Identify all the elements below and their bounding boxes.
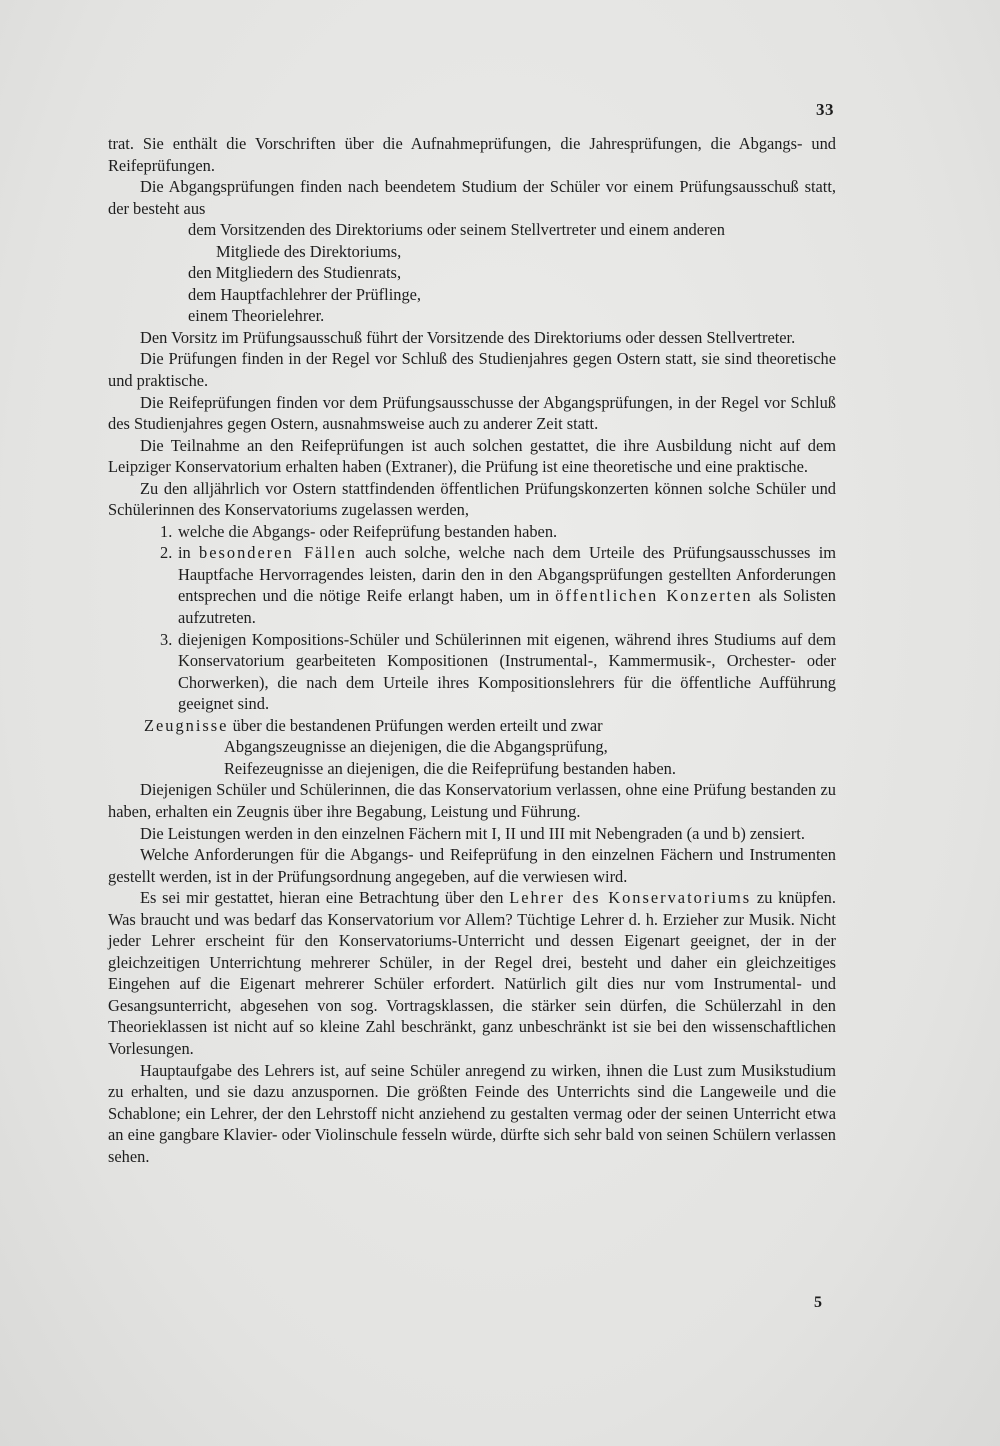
committee-item-4: einem Theorielehrer. — [188, 306, 325, 326]
paragraph-12: Hauptaufgabe des Lehrers ist, auf seine Schüler anregend zu wirken, ihnen die Lust zum Musikstudium zu erhalten, und sie dazu anzuspornen. Die größten Feinde des Unterrichts sind die Langeweile und die Schablone; ein Lehrer, der den Lehrstoff nicht anziehend zu gestalten vermag oder der seinen Unterricht etwa an eine gangbare Klavier- oder Violinschule fesseln würde, dürfte sich sehr bald von seinen Schülern verlassen sehen. — [108, 1060, 836, 1166]
paragraph-5: Die Reifeprüfungen finden vor dem Prüfungsausschusse der Abgangsprüfungen, in der Regel vor Schluß des Studienjahres gegen Ostern, ausnahmsweise auch zu anderer Zeit statt. — [108, 392, 836, 434]
committee-item-1: dem Vorsitzenden des Direktoriums oder seinem Stellvertreter und einem anderen — [188, 220, 725, 240]
paragraph-4: Die Prüfungen finden in der Regel vor Schluß des Studienjahres gegen Ostern statt, sie sind theoretische und praktische. — [108, 349, 836, 391]
paragraph-11 — [108, 887, 836, 1059]
committee-item-3: dem Hauptfachlehrer der Prüflinge, — [188, 284, 422, 304]
paragraph-6: Die Teilnahme an den Reifeprüfungen ist auch solchen gestattet, die ihre Ausbildung nicht auf dem Leipziger Konservatorium erhalten haben (Extraner), die Prüfung ist eine theoretische und eine praktische. — [108, 435, 836, 477]
committee-item-1-cont: Mitgliede des Direktoriums, — [216, 241, 402, 261]
list-item — [160, 521, 836, 543]
list-item-text-main: auch solche, welche nach dem Urteile des Prüfungsausschusses im Hauptfache Hervorragendes leisten, darin den in den Abgangsprüfungen gestellten Anforderungen entsprechen und die nötige Reife erlangt haben, um in — [178, 543, 836, 606]
paragraph-10: Welche Anforderungen für die Abgangs- und Reifeprüfung in den einzelnen Fächern und Instrumenten gestellt werden, ist in der Prüfungsordnung angegeben, auf die verwiesen wird. — [108, 845, 836, 886]
concert-admission-list — [108, 521, 836, 715]
paragraph-8: Diejenigen Schüler und Schülerinnen, die das Konservatorium verlassen, ohne eine Prüfung bestanden zu haben, erhalten ein Zeugnis über ihre Begabung, Leistung und Führung. — [108, 780, 836, 821]
certificates-intro-text: über die bestandenen Prüfungen werden erteilt und zwar — [228, 715, 603, 735]
page-number: 33 — [816, 100, 834, 119]
paragraph-11-pre: Es sei mir gestattet, hieran eine Betrachtung über den — [140, 888, 510, 908]
list-item — [160, 629, 836, 715]
list-item-text-pre: in — [178, 543, 200, 563]
paragraph-11-spaced-emphasis: Lehrer des Konservatoriums — [509, 888, 752, 908]
list-item-text-main: diejenigen Kompositions-Schüler und Schülerinnen mit eigenen, während ihres Studiums auf dem Konservatorium gearbeiteten Kompositionen (Instrumental-, Kammermusik-, Orchester- oder Chorwerken), die nach dem Urteile ihres Kompositionslehrers für die öffentliche Aufführung geeignet sind. — [178, 629, 836, 714]
paragraph-1: trat. Sie enthält die Vorschriften über die Aufnahmeprüfungen, die Jahresprüfungen, die Abgangs- und Reifeprüfungen. — [108, 134, 836, 175]
paragraph-3: Den Vorsitz im Prüfungsausschuß führt der Vorsitzende des Direktoriums oder dessen Stellvertreter. — [140, 327, 796, 347]
paragraph-11-post: zu knüpfen. Was braucht und was bedarf das Konservatorium vor Allem? Tüchtige Lehrer d. h. Erzieher zur Musik. Nicht jeder Lehrer erscheint für den Konservatoriums-Unterricht und dessen Eigenart geeignet, der in der gleichzeitigen Unterrichtung mehrerer Schüler, in der Regel drei, besteht und daher ein gleichzeitiges Eingehen auf die Eigenart mehrerer Schüler erfordert. Natürlich gilt dies nur vom Instrumental- und Gesangsunterricht, abgesehen von sog. Vortragsklassen, die stärker sein dürfen, die Schülerzahl in den Theorieklassen ist nicht auf so kleine Zahl beschränkt, ganz unbeschränkt ist sie bei den wissenschaftlichen Vorlesungen. — [108, 888, 836, 1058]
certificates-keyword: Zeugnisse — [144, 715, 229, 735]
list-item-text — [178, 629, 836, 715]
list-item-number: 1. — [160, 521, 173, 541]
paragraph-9: Die Leistungen werden in den einzelnen Fächern mit I, II und III mit Nebengraden (a und b) zensiert. — [140, 823, 805, 843]
certificates-intro — [144, 715, 836, 737]
paragraph-7: Zu den alljährlich vor Ostern stattfindenden öffentlichen Prüfungskonzerten können solche Schüler und Schülerinnen des Konservatoriums zugelassen werden, — [108, 478, 836, 520]
list-item-text — [178, 521, 836, 543]
list-item-text — [178, 542, 836, 628]
certificate-maturity: Reifezeugnisse an diejenigen, die die Reifeprüfung bestanden haben. — [224, 758, 676, 778]
certificates-section — [108, 715, 836, 780]
list-item-text-post: als Solisten aufzutreten. — [178, 586, 836, 628]
list-item-spaced-emphasis-2: öffentlichen Konzerten — [555, 586, 753, 606]
list-item-spaced-emphasis: besonderen Fällen — [199, 543, 357, 563]
committee-item-2: den Mitgliedern des Studienrats, — [188, 263, 402, 283]
committee-list — [108, 219, 836, 327]
signature-mark: 5 — [814, 1294, 822, 1311]
body-text — [108, 133, 836, 1167]
list-item-number: 3. — [160, 629, 173, 649]
list-item — [160, 542, 836, 628]
certificate-leaving: Abgangszeugnisse an diejenigen, die die Abgangsprüfung, — [224, 737, 608, 757]
paragraph-2: Die Abgangsprüfungen finden nach beendetem Studium der Schüler vor einem Prüfungsausschuß statt, der besteht aus — [108, 177, 836, 218]
list-item-number: 2. — [160, 543, 173, 563]
list-item-text-main: welche die Abgangs- oder Reifeprüfung bestanden haben. — [178, 521, 558, 541]
